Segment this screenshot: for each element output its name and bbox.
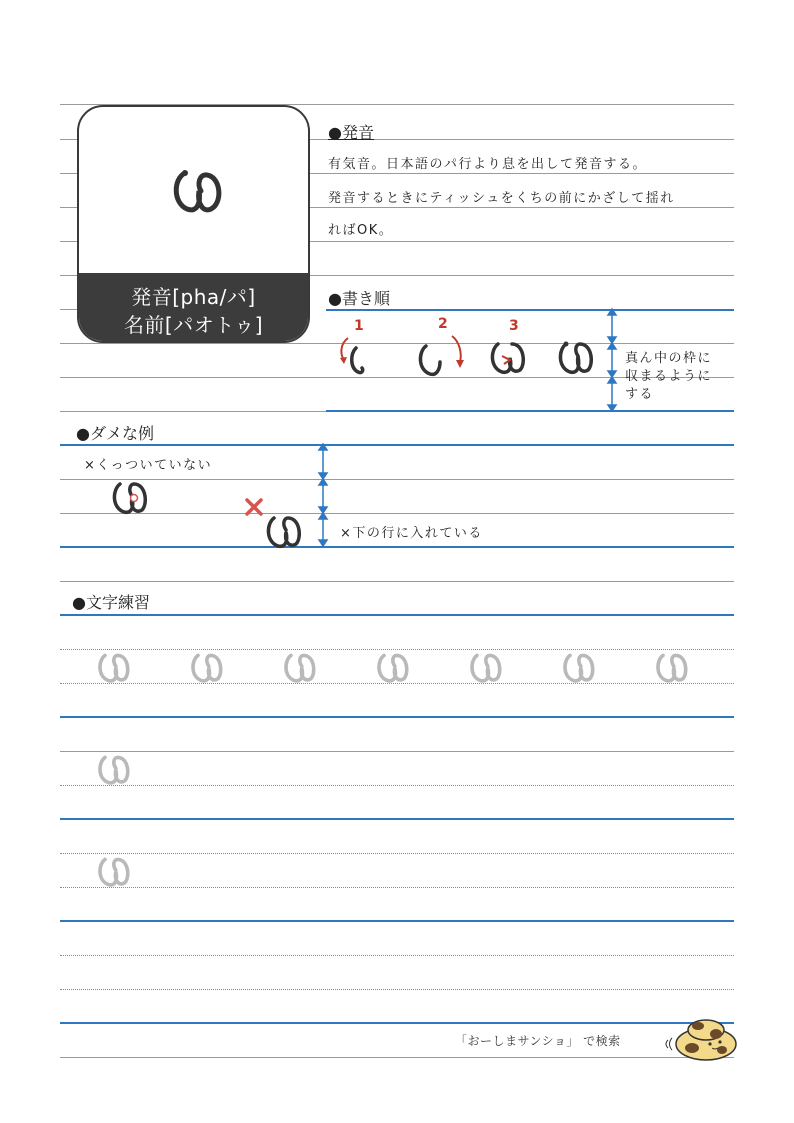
bad-examples-heading: ●ダメな例 (76, 424, 154, 443)
height-guide-arrows (604, 309, 620, 411)
footer-search-text: 「おーしまサンショ」 で検索 (455, 1034, 621, 1048)
card-label-band (79, 273, 308, 343)
pronunciation-text-3: ればOK。 (328, 223, 394, 238)
trace-character-row-2 (96, 752, 132, 788)
stroke-number-2: 2 (438, 316, 448, 332)
trace-character (654, 650, 690, 686)
stroke-number-3: 3 (509, 318, 519, 334)
stroke-complete (556, 338, 596, 378)
trace-character (561, 650, 597, 686)
bad-example-1-label: ×くっついていない (84, 458, 213, 473)
character-card (77, 105, 310, 343)
stroke-note-3: する (625, 387, 655, 402)
bad-example-1-character (110, 478, 150, 518)
pronunciation-text-2: 発音するときにティッシュをくちの前にかざして揺れ (328, 191, 675, 206)
trace-character (468, 650, 504, 686)
stroke-step-2 (414, 332, 470, 380)
card-name: 名前[パオトゥ] (123, 313, 264, 337)
practice-heading: ●文字練習 (72, 593, 150, 612)
bad-example-x-mark (244, 497, 264, 517)
bad-example-2-label: ×下の行に入れている (340, 526, 483, 541)
card-pronunciation: 発音[pha/パ] (131, 285, 256, 309)
bad-example-2-character (264, 512, 304, 552)
bad-example-height-arrows (315, 444, 331, 546)
trace-character (282, 650, 318, 686)
trace-character (375, 650, 411, 686)
stroke-number-1: 1 (354, 318, 364, 334)
stroke-order-heading: ●書き順 (328, 289, 390, 308)
trace-character (189, 650, 225, 686)
stroke-step-1 (334, 334, 374, 380)
trace-character (96, 650, 132, 686)
trace-character-row-3 (96, 854, 132, 890)
pronunciation-heading: ●発音 (328, 123, 374, 142)
stroke-note-1: 真ん中の枠に (625, 351, 713, 366)
thai-character-large (169, 167, 229, 217)
stroke-note-2: 収まるように (625, 369, 713, 384)
pronunciation-text-1: 有気音。日本語のパ行より息を出して発音する。 (328, 157, 648, 172)
salamander-mascot-icon (662, 1016, 740, 1062)
stroke-step-3 (488, 338, 528, 378)
